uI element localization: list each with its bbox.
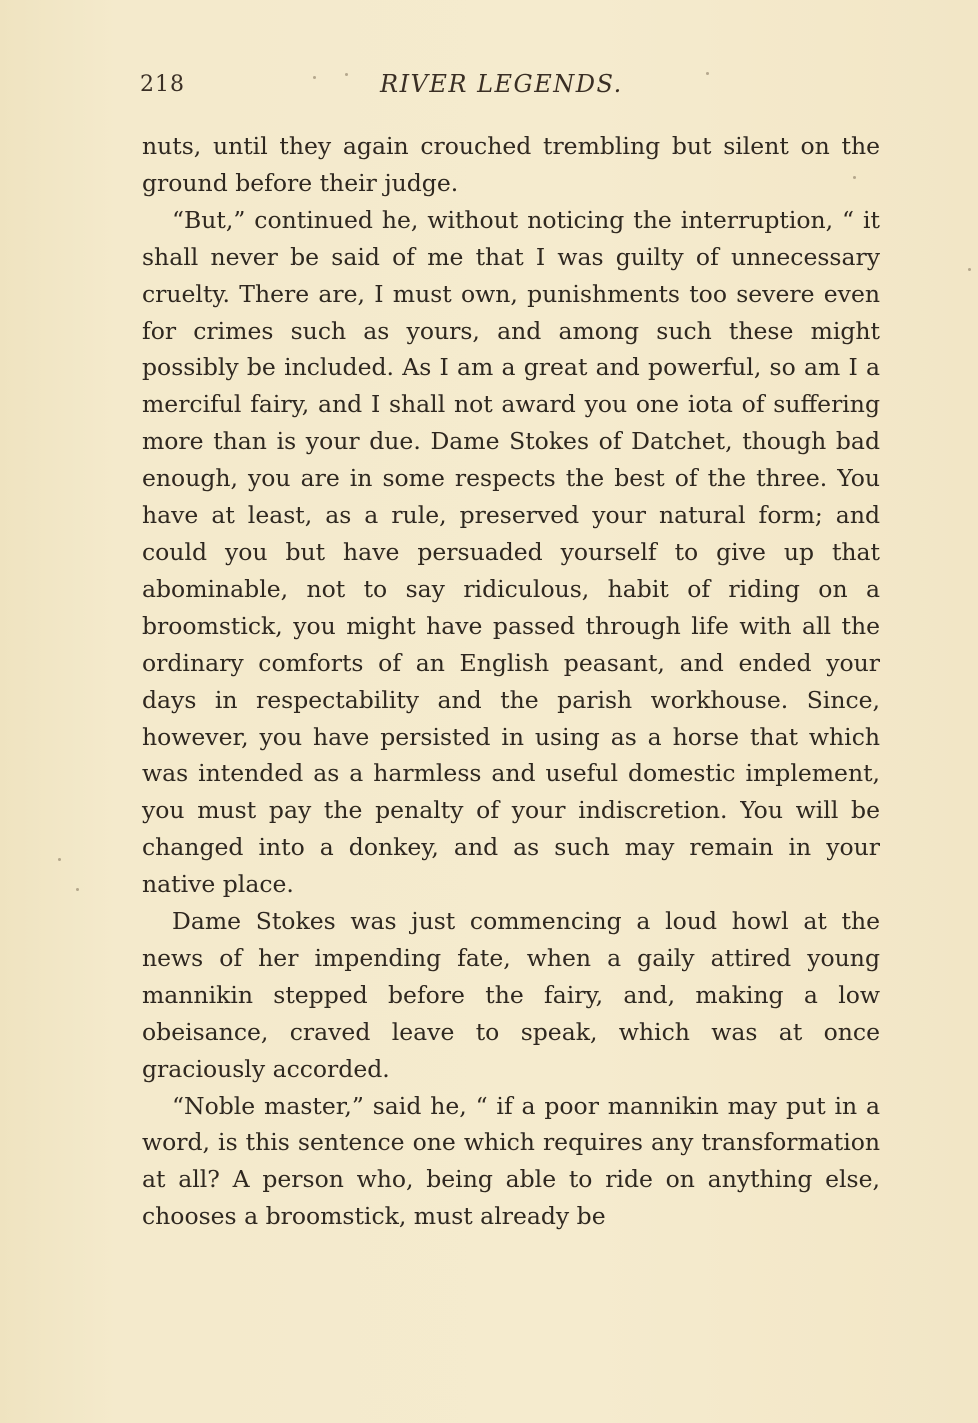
paper-speck — [706, 72, 709, 75]
paper-speck — [345, 73, 348, 76]
body-text — [142, 128, 880, 1235]
paper-speck — [853, 176, 856, 179]
paper-speck — [968, 268, 971, 271]
paragraph-mannikin-speech: “Noble master,” said he, “ if a poor mannikin may put in a word, is this sentence one which requires any transformation at all? A person who, being able to ride on anything else, chooses a broomstick, must already be — [142, 1091, 880, 1231]
paper-speck — [76, 888, 79, 891]
running-title: RIVER LEGENDS. — [380, 70, 623, 98]
page-number: 218 — [140, 72, 185, 97]
paragraph-dame-stokes: Dame Stokes was just commencing a loud howl at the news of her impending fate, when a gaily attired young mannikin stepped before the fairy, and, making a low obeisance, craved leave to speak, which was at once graciously accorded. — [142, 907, 880, 1083]
paper-speck — [313, 76, 316, 79]
paragraph-fairy-speech: “But,” continued he, without noticing the interruption, “ it shall never be said of me that I was guilty of unnecessary cruelty. There are, I must own, punishments too severe even for crimes such as yours, and among such these might possibly be included. As I am a great and powerful, so am I a merciful fairy, and I shall not award you one iota of suffering more than is your due. Dame Stokes of Datchet, though bad enough, you are in some respects the best of the three. You have at least, as a rule, preserved your natural form; and could you but have persuaded yourself to give up that abominable, not to say ridiculous, habit of riding on a broomstick, you might have passed through life with all the ordinary comforts of an English peasant, and ended your days in respectability and the parish workhouse. Since, however, you have persisted in using as a horse that which was intended as a harmless and useful domestic implement, you must pay the penalty of your indiscretion. You will be changed into a donkey, and as such may remain in your native place. — [142, 205, 880, 899]
paper-speck — [58, 858, 61, 861]
paragraph-continuation: nuts, until they again crouched trembling but silent on the ground before their judge. — [142, 132, 880, 197]
running-head — [140, 68, 880, 108]
